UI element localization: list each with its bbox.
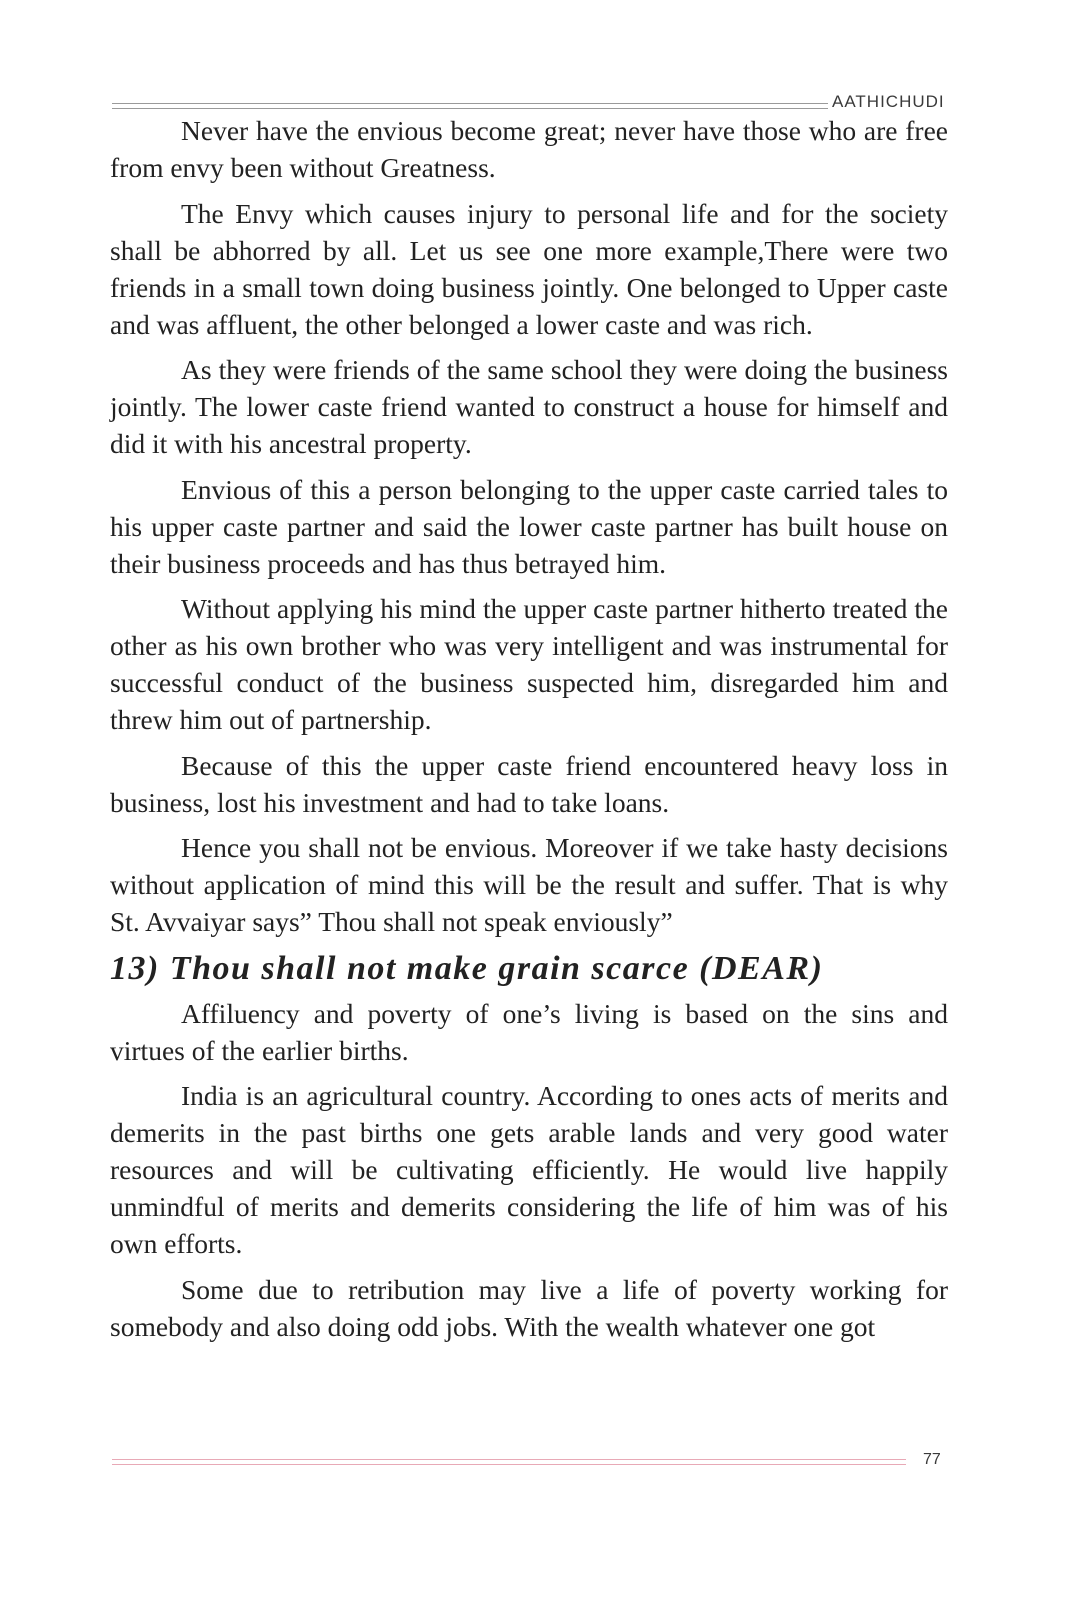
- paragraph: Envious of this a person belonging to the upper caste carried tales to his upper caste partner and said the lower caste partner has built house on their business proceeds and has thus betrayed him.: [110, 473, 948, 579]
- paragraph: Because of this the upper caste friend encountered heavy loss in business, lost his investment and had to take loans.: [110, 749, 948, 818]
- page-number: 77: [923, 1451, 941, 1468]
- paragraph: Never have the envious become great; never have those who are free from envy been without Greatness.: [110, 115, 948, 183]
- paragraph: The Envy which causes injury to personal life and for the society shall be abhorred by all. Let us see one more example,There were two friends in a small town doing business jointly. One belonged to Upper caste and was affluent, the other belonged a lower caste and was rich.: [110, 197, 948, 340]
- footer-rule: [112, 1459, 906, 1465]
- page-body: [110, 112, 948, 1353]
- running-head: AATHICHUDI: [832, 92, 945, 111]
- paragraph: Without applying his mind the upper caste partner hitherto treated the other as his own brother who was very intelligent and was instrumental for successful conduct of the business suspected him, disregarded him and threw him out of partnership.: [110, 593, 948, 735]
- header-rule: [112, 103, 828, 109]
- paragraph: As they were friends of the same school they were doing the business jointly. The lower caste friend wanted to construct a house for himself and did it with his ancestral property.: [110, 354, 948, 459]
- paragraph: India is an agricultural country. According to ones acts of merits and demerits in the past births one gets arable lands and very good water resources and will be cultivating efficiently. He would live happily unmindful of merits and demerits considering the life of him was of his own efforts.: [110, 1080, 948, 1259]
- section-heading: 13) Thou shall not make grain scarce (DEAR): [110, 949, 824, 987]
- paragraph: Hence you shall not be envious. Moreover if we take hasty decisions without application of mind this will be the result and suffer. That is why St. Avvaiyar says” Thou shall not speak enviously”: [110, 832, 948, 937]
- paragraph: Affiluency and poverty of one’s living is based on the sins and virtues of the earlier births.: [110, 997, 948, 1066]
- paragraph: Some due to retribution may live a life of poverty working for somebody and also doing odd jobs. With the wealth whatever one got: [110, 1273, 948, 1342]
